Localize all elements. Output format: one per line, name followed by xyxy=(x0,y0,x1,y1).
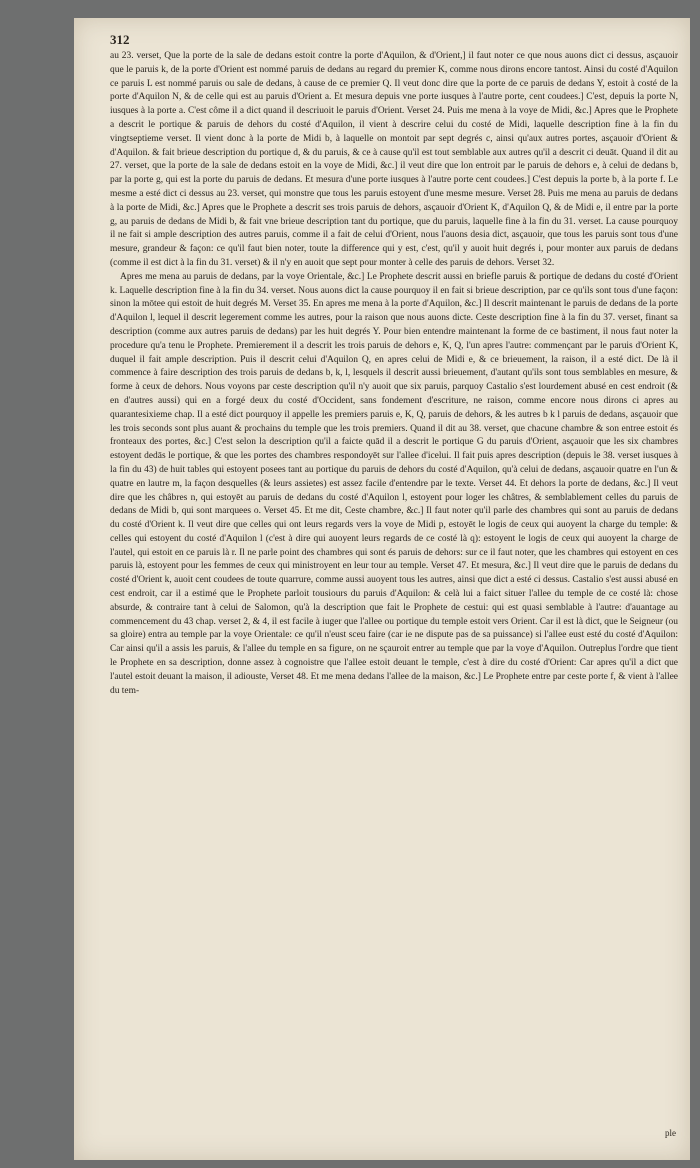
main-text xyxy=(110,50,678,698)
paragraph-1: au 23. verset, Que la porte de la sale de dedans estoit contre la porte d'Aquilon, & d'Orient,] il faut noter ce que nous auons dict ci dessus, asçauoir que le paruis k, de la porte d'Orient est nommé paruis de dedans au regard du premier K, comme nous dirons encore tantost. Ainsi du costé d'Aquilon ce paruis L est nommé paruis ou sale de dedans, à cause de ce premier Q. Il veut donc dire que la porte de ce paruis de dedans Y, estoit à costé de la porte d'Aquilon N, & de celle qui est au paruis d'Orient a. Et mesura depuis vne porte iusques à l'autre porte, cent coudees.] C'est, depuis la porte N, iusques à la porte a. C'est côme il a dict quand il descriuoit le paruis d'Orient. Verset 24. Puis me mena à la voye de Midi, &c.] Apres que le Prophete a descrit le portique & paruis de dehors du costé d'Aquilon, il vient à descrire celui du costé de Midi, laquelle description fine à la fin du vingtseptieme verset. Il vient donc à la porte de Midi b, à laquelle on montoit par sept degrés c, ainsi qu'aux autres portes, asçauoir d'Orient & d'Aquilon. & fait brieue description du portique d, & du paruis, & ce à cause qu'il est tout semblable aux autres qu'il a descrit ci deuāt. Quand il dit au 27. verset, que la porte de la sale de dedans estoit en la voye de Midi, &c.] il veut dire que lon entroit par le paruis de dehors e, à celui de dedans b, par la porte g, qui est la porte du paruis de dedans. Et mesura d'une porte iusques à l'autre porte cent coudees.] C'est depuis la porte b, à la porte f. Le mesme a esté dict ci dessus au 23. verset, qui monstre que tous les paruis estoyent d'une mesme mesure. Verset 28. Puis me mena au paruis de dedans à la porte de Midi, &c.] Apres que le Prophete a descrit ses trois paruis de dehors, asçauoir d'Orient K, d'Aquilon Q, & de Midi e, il entre par la porte g, au paruis de dedans de Midi b, & fait vne brieue description tant du portique, que du paruis, laquelle fine à la fin du 31. verset. La cause pourquoy il ne fait si ample description des autres paruis, comme il a fait de celui d'Orient, nous l'auons desia dict, asçauoir, que tous les paruis sont tous d'une mesure, grandeur & façon: ce qu'il faut bien noter, toute la difference qui y est, c'est, qu'il y auoit huit degrés i, pour monter aux paruis de dedans (comme il est dict à la fin du 31. verset) & il n'y en auoit que sept pour monter à celle des paruis de dehors. Verset 32. xyxy=(110,51,678,268)
book-page xyxy=(74,18,690,1160)
catchword: ple xyxy=(665,1128,676,1138)
paragraph-2: Apres me mena au paruis de dedans, par la voye Orientale, &c.] Le Prophete descrit aussi en briefle paruis & portique de dedans du costé d'Orient k. Laquelle description fine à la fin du 34. verset. Nous auons dict la cause pourquoy il en fait si brieue description, par ce qu'ils sont tous d'une façon: sinon la mōtee qui estoit de huit degrés M. Verset 35. En apres me mena à la porte d'Aquilon, &c.] Il descrit maintenant le paruis de dedans de la porte d'Aquilon l, lequel il descrit legerement comme les autres, pour la raison que nous auons dicte. Ceste description fine à la fin du 37. verset, finant sa description (comme aux autres paruis de dedans) par les huit degrés Y. Pour bien entendre maintenant la forme de ce bastiment, il nous faut noter la procedure qu'a tenu le Prophete. Premierement il a descrit les trois paruis de dehors e, K, Q, l'un apres l'autre: commençant par le paruis d'Orient K, duquel il fait ample description. Puis il descrit celui d'Aquilon Q, en apres celui de Midi e, & ce brieuement, la raison, il a esté dict. De là il commence à faire description des trois paruis de dedans b, k, l, lesquels il descrit aussi brieuement, d'autant qu'ils sont tous semblables en mesure, & forme à ceux de dehors. Nous voyons par ceste description qu'il n'y auoit que six paruis, parquoy Castalio s'est lourdement abusé en cest endroit (& en d'autres aussi) qui en a forgé deux du costé d'Occident, sans fondement d'escriture, ne raison, comme encore nous dirons ci apres au quarantesixieme chap. Il a esté dict pourquoy il appelle les premiers paruis e, K, Q, paruis de dehors, & les autres b k l paruis de dedans, asçauoir que les trois seconds sont plus auant & prochains du temple que les trois premiers. Quand il dit au 38. verset, que chacune chambre & son entree estoit és fronteaux des portes, &c.] C'est selon la description qu'il a faicte quād il a descrit le portique G du paruis d'Orient, asçauoir que les six chambres estoyent dedās le portique, & que les portes des chambres respondoyēt sur l'allee d'icelui. Il fait puis apres description (depuis le 38. verset iusques à la fin du 43) de huit tables qui estoyent posees tant au portique du paruis de dehors du costé d'Aquilon, qu'à celui de dedans, asçauoir quatre en l'un & quatre en lautre m, la façon desquelles (& leurs assietes) est assez facile d'entendre par le texte. Verset 44. Et dehors la porte de dedans, &c.] Il veut dire que les châbres n, qui estoyēt au paruis de dedans du costé d'Aquilon l, estoyent pour loger les châtres, & semblablement celles du paruis de dedans de Midi b, qui sont marquees o. Verset 45. Et me dit, Ceste chambre, &c.] Il faut noter qu'il parle des chambres qui sont au paruis de dedans du costé d'Orient k. Il veut dire que celles qui ont leurs regards vers la voye de Midi p, estoyēt le logis de ceux qui auoyent la charge du temple: & celles qui estoyent du costé d'Aquilon l (c'est à dire qui auoyent leurs regards de ce costé là q): estoyent le logis de ceux qui auoyent la charge de l'autel, qui estoit en ce paruis là r. Il ne parle point des chambres qui sont és paruis de dehors: sur ce il faut noter, que les chambres qui estoyent en ces paruis là, estoyent pour les femmes de ceux qui ministroyent en leur tour au temple. Verset 47. Et mesura, &c.] Il veut dire que le paruis de dedans du costé d'Orient k, auoit cent coudees de toute quarrure, comme aussi auoyent tous les autres, ainsi que dict a esté ci dessus. Castalio s'est aussi abusé en cest endroit, car il a estimé que le Prophete parloit tousiours du paruis d'Aquilon: & celà lui a faict situer l'allee du temple de ce costé là: chose absurde, & contraire tant à celui de Salomon, qu'à la description que fait le Prophete de cestui: qui est quasi semblable à l'autre: d'auantage au commencement du 43 chap. verset 2, & 4, il est facile à iuger que l'allee ou portique du temple estoit vers Orient. Car il est là dict, que le Seigneur (ou sa gloire) entra au temple par la voye Orientale: ce qu'il n'eust sceu faire (car ie ne dispute pas de sa puissance) si l'allee eust esté du costé d'Aquilon: Car ainsi qu'il a assis les paruis, & l'allee du temple en sa figure, on ne sçauroit entrer au temple que par la voye d'Aquilon. Outreplus l'ordre que tient le Prophete en sa description, donne assez à cognoistre que l'allee estoit deuant le temple, c'est à dire du costé d'Orient: Car apres qu'il a dict que l'autel estoit deuant la maison, il adiouste, Verset 48. Et me mena dedans l'allee de la maison, &c.] Le Prophete entre par ceste porte f, & vient à l'allee du tem- xyxy=(110,271,678,696)
page-number: 312 xyxy=(110,32,130,47)
